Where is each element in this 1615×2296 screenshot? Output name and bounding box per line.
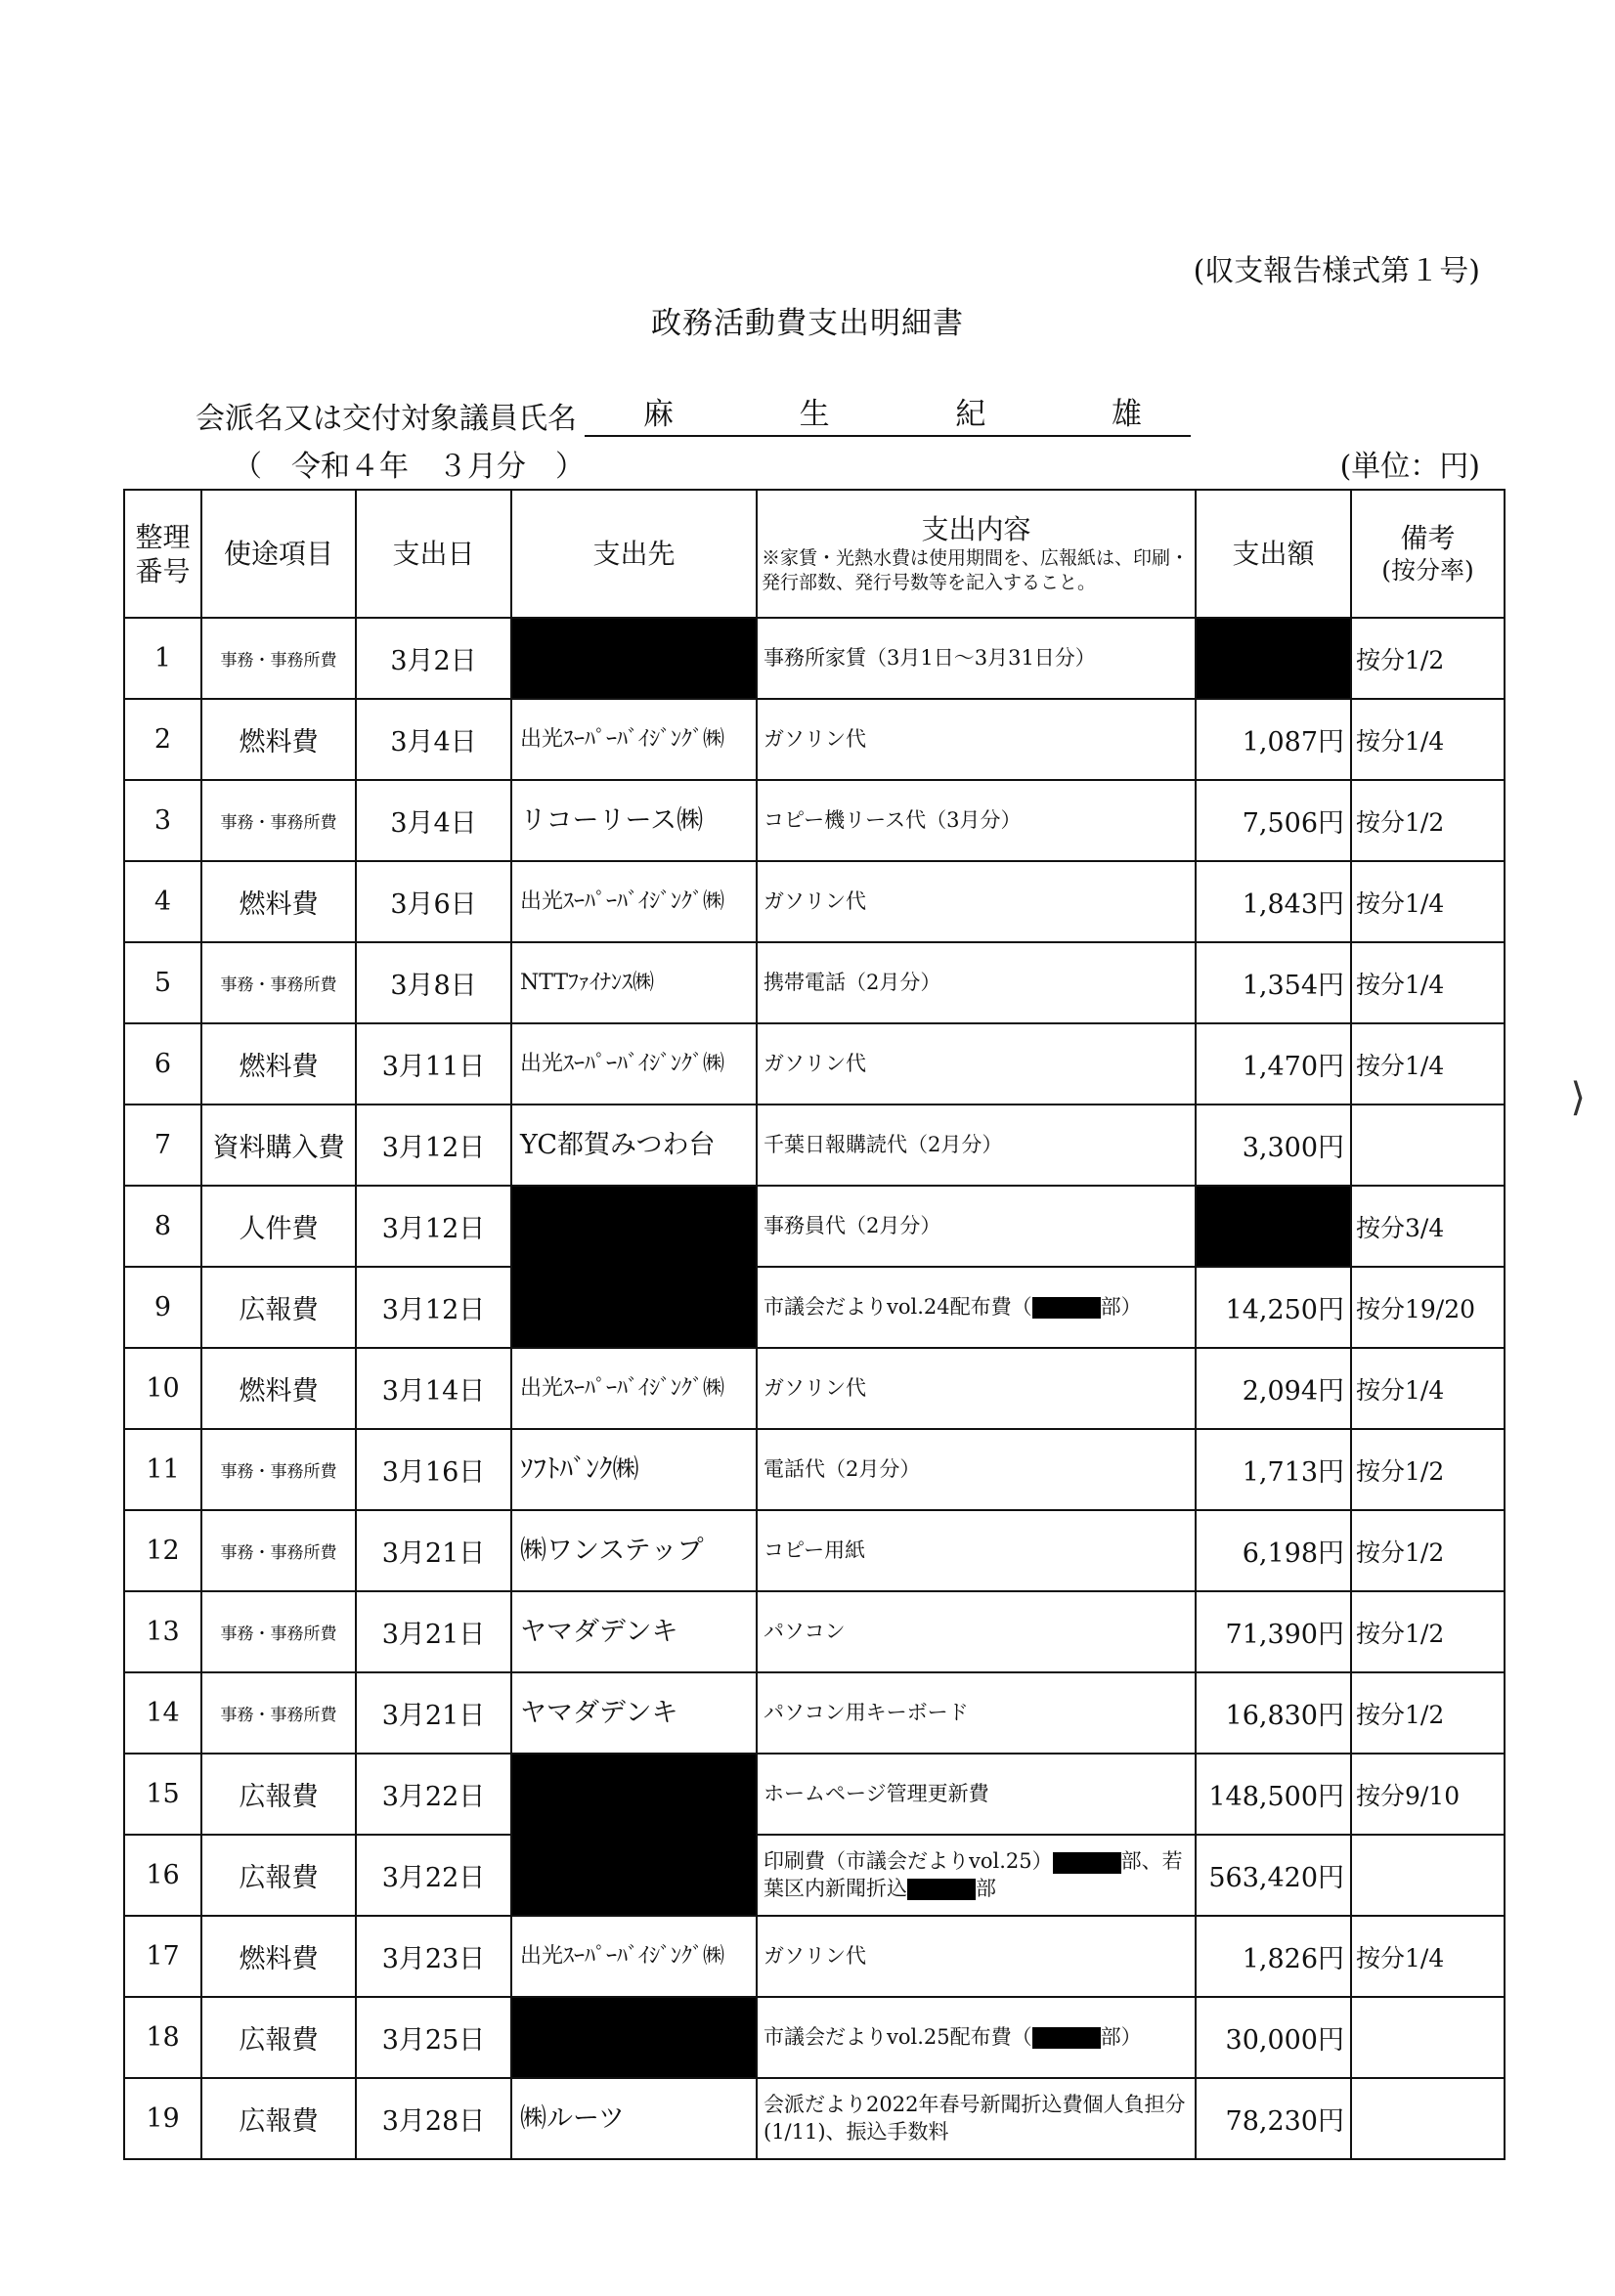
row-remarks: 按分1/2 — [1351, 780, 1505, 861]
row-remarks: 按分1/2 — [1351, 1591, 1505, 1672]
expense-table — [123, 489, 1506, 2160]
row-payee: 出光ｽｰﾊﾟｰﾊﾞｲｼﾞﾝｸﾞ㈱ — [511, 1916, 757, 1997]
table-row — [124, 1672, 1505, 1754]
header-remarks-sub: (按分率) — [1381, 556, 1474, 585]
row-content — [757, 1997, 1196, 2078]
row-date: 3月4日 — [356, 699, 511, 780]
table-row — [124, 1591, 1505, 1672]
member-name-char: 紀 — [955, 397, 986, 432]
row-purpose: 事務・事務所費 — [201, 1429, 356, 1510]
row-content: ガソリン代 — [757, 1348, 1196, 1429]
row-content: 会派だより2022年春号新聞折込費個人負担分(1/11)、振込手数料 — [757, 2078, 1196, 2159]
row-payee-redacted — [511, 618, 757, 699]
redaction-box — [1032, 1297, 1101, 1319]
row-amount-redacted — [1196, 618, 1351, 699]
row-content: 携帯電話（2月分） — [757, 942, 1196, 1023]
row-amount: 3,300円 — [1196, 1105, 1351, 1186]
row-amount: 1,470円 — [1196, 1023, 1351, 1105]
member-name-char: 生 — [799, 397, 830, 432]
table-row — [124, 780, 1505, 861]
row-amount: 1,826円 — [1196, 1916, 1351, 1997]
row-number: 5 — [124, 942, 201, 1023]
row-amount: 148,500円 — [1196, 1754, 1351, 1835]
row-date: 3月22日 — [356, 1754, 511, 1835]
row-number: 2 — [124, 699, 201, 780]
row-remarks: 按分1/4 — [1351, 861, 1505, 942]
row-purpose: 燃料費 — [201, 861, 356, 942]
row-number: 18 — [124, 1997, 201, 2078]
row-number: 12 — [124, 1510, 201, 1591]
row-number: 3 — [124, 780, 201, 861]
row-content — [757, 1267, 1196, 1348]
table-header-row — [124, 490, 1505, 618]
row-purpose: 燃料費 — [201, 1916, 356, 1997]
row-remarks: 按分3/4 — [1351, 1186, 1505, 1267]
row-purpose: 燃料費 — [201, 1348, 356, 1429]
row-date: 3月12日 — [356, 1267, 511, 1348]
row-purpose: 広報費 — [201, 1997, 356, 2078]
row-content: 事務員代（2月分） — [757, 1186, 1196, 1267]
row-content-part: 部） — [1100, 2024, 1142, 2049]
row-number: 15 — [124, 1754, 201, 1835]
row-number: 7 — [124, 1105, 201, 1186]
row-purpose: 資料購入費 — [201, 1105, 356, 1186]
row-remarks: 按分9/10 — [1351, 1754, 1505, 1835]
row-content: ガソリン代 — [757, 1023, 1196, 1105]
row-payee: リコーリース㈱ — [511, 780, 757, 861]
row-payee: ㈱ワンステップ — [511, 1510, 757, 1591]
row-number: 8 — [124, 1186, 201, 1267]
row-remarks: 按分1/4 — [1351, 1023, 1505, 1105]
row-remarks: 按分1/2 — [1351, 1429, 1505, 1510]
row-amount: 563,420円 — [1196, 1835, 1351, 1916]
member-name — [585, 389, 1191, 437]
row-date: 3月12日 — [356, 1105, 511, 1186]
row-date: 3月28日 — [356, 2078, 511, 2159]
row-purpose: 燃料費 — [201, 1023, 356, 1105]
row-date: 3月25日 — [356, 1997, 511, 2078]
row-date: 3月23日 — [356, 1916, 511, 1997]
table-row — [124, 1023, 1505, 1105]
table-row — [124, 618, 1505, 699]
row-amount: 1,354円 — [1196, 942, 1351, 1023]
table-row — [124, 1105, 1505, 1186]
header-remarks-label: 備考 — [1400, 522, 1456, 555]
row-purpose: 広報費 — [201, 1267, 356, 1348]
header-no: 整理番号 — [124, 490, 201, 618]
row-remarks: 按分19/20 — [1351, 1267, 1505, 1348]
row-purpose: 事務・事務所費 — [201, 1510, 356, 1591]
table-row — [124, 1267, 1505, 1348]
table-body — [124, 618, 1505, 2159]
margin-mark: ⟩ — [1570, 1075, 1586, 1120]
table-row — [124, 1429, 1505, 1510]
row-content: 電話代（2月分） — [757, 1429, 1196, 1510]
row-amount: 6,198円 — [1196, 1510, 1351, 1591]
period: （ 令和４年 ３月分 ） — [233, 450, 585, 484]
row-number: 10 — [124, 1348, 201, 1429]
row-number: 13 — [124, 1591, 201, 1672]
row-date: 3月4日 — [356, 780, 511, 861]
row-purpose: 広報費 — [201, 2078, 356, 2159]
row-date: 3月16日 — [356, 1429, 511, 1510]
row-remarks — [1351, 2078, 1505, 2159]
row-remarks — [1351, 1105, 1505, 1186]
row-amount: 2,094円 — [1196, 1348, 1351, 1429]
row-date: 3月21日 — [356, 1672, 511, 1754]
row-date: 3月22日 — [356, 1835, 511, 1916]
row-remarks: 按分1/4 — [1351, 942, 1505, 1023]
table-row — [124, 1997, 1505, 2078]
row-content: ガソリン代 — [757, 861, 1196, 942]
row-payee: ヤマダデンキ — [511, 1591, 757, 1672]
row-payee: 出光ｽｰﾊﾟｰﾊﾞｲｼﾞﾝｸﾞ㈱ — [511, 861, 757, 942]
header-purpose: 使途項目 — [201, 490, 356, 618]
header-content — [757, 490, 1196, 618]
row-purpose: 事務・事務所費 — [201, 1591, 356, 1672]
row-number: 6 — [124, 1023, 201, 1105]
row-content-part: 部） — [1100, 1294, 1142, 1319]
row-purpose: 事務・事務所費 — [201, 1672, 356, 1754]
row-amount: 30,000円 — [1196, 1997, 1351, 2078]
row-content — [757, 1835, 1196, 1916]
row-date: 3月12日 — [356, 1186, 511, 1267]
header-content-label: 支出内容 — [921, 513, 1031, 546]
table-row — [124, 861, 1505, 942]
redaction-box — [907, 1879, 976, 1900]
row-content: ガソリン代 — [757, 699, 1196, 780]
row-date: 3月2日 — [356, 618, 511, 699]
header-content-note: ※家賃・光熱水費は使用期間を、広報紙は、印刷・発行部数、発行号数等を記入すること。 — [762, 547, 1190, 593]
row-date: 3月21日 — [356, 1591, 511, 1672]
row-amount: 71,390円 — [1196, 1591, 1351, 1672]
row-payee-redacted — [511, 1754, 757, 1916]
row-payee: 出光ｽｰﾊﾟｰﾊﾞｲｼﾞﾝｸﾞ㈱ — [511, 1023, 757, 1105]
row-remarks: 按分1/4 — [1351, 1348, 1505, 1429]
table-row — [124, 1186, 1505, 1267]
member-label: 会派名又は交付対象議員氏名 — [196, 402, 577, 436]
redaction-box — [1032, 2027, 1101, 2049]
row-payee-redacted — [511, 1997, 757, 2078]
row-purpose: 燃料費 — [201, 699, 356, 780]
member-name-char: 麻 — [643, 397, 674, 432]
row-payee: ｿﾌﾄﾊﾞﾝｸ㈱ — [511, 1429, 757, 1510]
row-payee: 出光ｽｰﾊﾟｰﾊﾞｲｼﾞﾝｸﾞ㈱ — [511, 699, 757, 780]
table-row — [124, 2078, 1505, 2159]
row-content: パソコン — [757, 1591, 1196, 1672]
row-amount: 1,087円 — [1196, 699, 1351, 780]
row-date: 3月6日 — [356, 861, 511, 942]
row-number: 1 — [124, 618, 201, 699]
row-amount: 14,250円 — [1196, 1267, 1351, 1348]
row-remarks: 按分1/4 — [1351, 1916, 1505, 1997]
row-amount: 1,843円 — [1196, 861, 1351, 942]
row-remarks — [1351, 1835, 1505, 1916]
row-content-part: 印刷費（市議会だよりvol.25） — [764, 1849, 1053, 1874]
row-date: 3月8日 — [356, 942, 511, 1023]
row-content: 千葉日報購読代（2月分） — [757, 1105, 1196, 1186]
row-purpose: 人件費 — [201, 1186, 356, 1267]
row-number: 11 — [124, 1429, 201, 1510]
redaction-box — [1053, 1852, 1121, 1874]
row-number: 16 — [124, 1835, 201, 1916]
row-payee: NTTﾌｧｲﾅﾝｽ㈱ — [511, 942, 757, 1023]
row-purpose: 事務・事務所費 — [201, 618, 356, 699]
header-amount: 支出額 — [1196, 490, 1351, 618]
row-content-part: 市議会だよりvol.25配布費（ — [764, 2024, 1032, 2049]
row-payee: 出光ｽｰﾊﾟｰﾊﾞｲｼﾞﾝｸﾞ㈱ — [511, 1348, 757, 1429]
row-amount: 7,506円 — [1196, 780, 1351, 861]
table-row — [124, 1348, 1505, 1429]
row-amount: 78,230円 — [1196, 2078, 1351, 2159]
header-date: 支出日 — [356, 490, 511, 618]
table-row — [124, 1754, 1505, 1835]
header-payee: 支出先 — [511, 490, 757, 618]
row-number: 19 — [124, 2078, 201, 2159]
document-title: 政務活動費支出明細書 — [651, 306, 964, 341]
row-amount: 1,713円 — [1196, 1429, 1351, 1510]
row-content-part: 市議会だよりvol.24配布費（ — [764, 1294, 1032, 1319]
row-content: コピー機リース代（3月分） — [757, 780, 1196, 861]
row-remarks — [1351, 1997, 1505, 2078]
row-number: 17 — [124, 1916, 201, 1997]
row-content: ホームページ管理更新費 — [757, 1754, 1196, 1835]
table-row — [124, 699, 1505, 780]
form-number: (収支報告様式第１号) — [1193, 254, 1480, 288]
row-payee-redacted — [511, 1186, 757, 1348]
row-content: パソコン用キーボード — [757, 1672, 1196, 1754]
row-remarks: 按分1/2 — [1351, 618, 1505, 699]
row-content: コピー用紙 — [757, 1510, 1196, 1591]
row-payee: ヤマダデンキ — [511, 1672, 757, 1754]
row-purpose: 事務・事務所費 — [201, 780, 356, 861]
row-remarks: 按分1/2 — [1351, 1672, 1505, 1754]
row-content-part: 部 — [976, 1876, 996, 1900]
row-number: 9 — [124, 1267, 201, 1348]
row-date: 3月14日 — [356, 1348, 511, 1429]
row-purpose: 事務・事務所費 — [201, 942, 356, 1023]
row-purpose: 広報費 — [201, 1835, 356, 1916]
row-purpose: 広報費 — [201, 1754, 356, 1835]
row-payee: ㈱ルーツ — [511, 2078, 757, 2159]
row-amount: 16,830円 — [1196, 1672, 1351, 1754]
table-row — [124, 1835, 1505, 1916]
row-date: 3月11日 — [356, 1023, 511, 1105]
row-content: ガソリン代 — [757, 1916, 1196, 1997]
unit-label: (単位：円) — [1339, 450, 1480, 484]
row-content: 事務所家賃（3月1日～3月31日分） — [757, 618, 1196, 699]
header-remarks — [1351, 490, 1505, 618]
row-number: 14 — [124, 1672, 201, 1754]
row-date: 3月21日 — [356, 1510, 511, 1591]
row-payee: YC都賀みつわ台 — [511, 1105, 757, 1186]
row-remarks: 按分1/2 — [1351, 1510, 1505, 1591]
member-row — [196, 389, 1191, 437]
member-name-char: 雄 — [1111, 397, 1142, 432]
row-remarks: 按分1/4 — [1351, 699, 1505, 780]
table-row — [124, 1916, 1505, 1997]
table-row — [124, 942, 1505, 1023]
row-amount-redacted — [1196, 1186, 1351, 1267]
row-number: 4 — [124, 861, 201, 942]
row-content-part: 部、若葉区内新聞折込 — [764, 1849, 1183, 1900]
table-row — [124, 1510, 1505, 1591]
